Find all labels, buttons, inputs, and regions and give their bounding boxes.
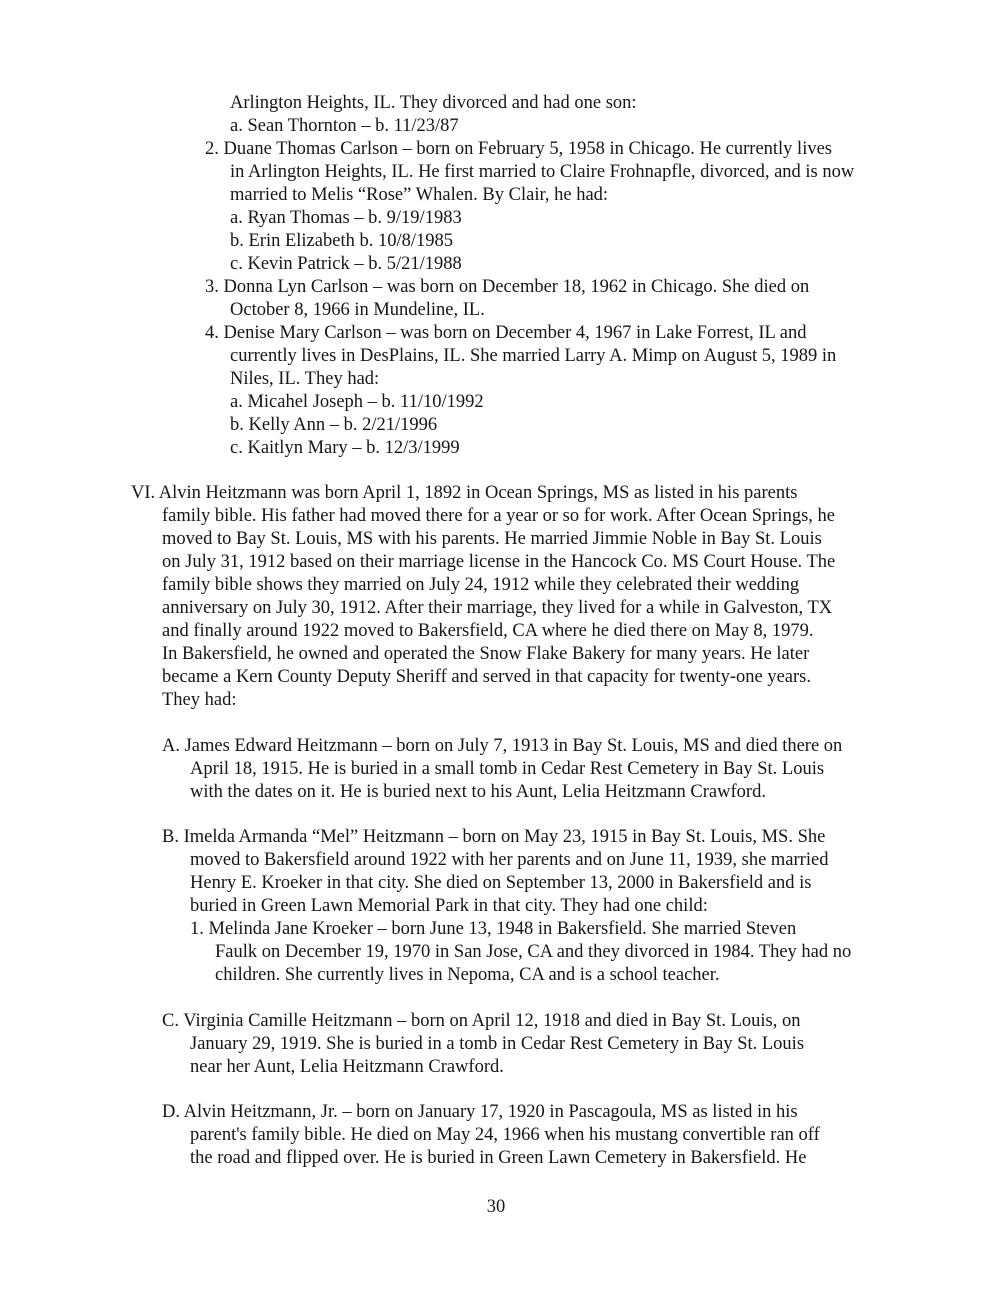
child-a-line-3: with the dates on it. He is buried next to his Aunt, Lelia Heitzmann Crawford. bbox=[190, 782, 766, 802]
child-d-line-3: the road and flipped over. He is buried in Green Lawn Cemetery in Bakersfield. He bbox=[190, 1148, 807, 1168]
section-vi-line-10: They had: bbox=[162, 690, 237, 710]
item-2-line-3: married to Melis “Rose” Whalen. By Clair, he had: bbox=[230, 185, 609, 205]
section-vi-line-6: anniversary on July 30, 1912. After their marriage, they lived for a while in Galveston, TX bbox=[162, 598, 833, 618]
item-2-child-c: c. Kevin Patrick – b. 5/21/1988 bbox=[230, 254, 462, 274]
section-vi-line-3: moved to Bay St. Louis, MS with his parents. He married Jimmie Noble in Bay St. Louis bbox=[162, 529, 822, 549]
grandchild-1-line-3: children. She currently lives in Nepoma, CA and is a school teacher. bbox=[215, 965, 720, 985]
item-4-line-1: 4. Denise Mary Carlson – was born on December 4, 1967 in Lake Forrest, IL and bbox=[205, 323, 807, 343]
grandchild-1-line-1: 1. Melinda Jane Kroeker – born June 13, 1948 in Bakersfield. She married Steven bbox=[190, 919, 797, 939]
item-3-line-2: October 8, 1966 in Mundeline, IL. bbox=[230, 300, 485, 320]
item-2-child-b: b. Erin Elizabeth b. 10/8/1985 bbox=[230, 231, 453, 251]
item-4-child-c: c. Kaitlyn Mary – b. 12/3/1999 bbox=[230, 438, 460, 458]
section-vi-line-9: became a Kern County Deputy Sheriff and served in that capacity for twenty-one years. bbox=[162, 667, 811, 687]
child-c-line-1: C. Virginia Camille Heitzmann – born on April 12, 1918 and died in Bay St. Louis, on bbox=[162, 1011, 801, 1031]
item-2-line-2: in Arlington Heights, IL. He first married to Claire Frohnapfle, divorced, and is now bbox=[230, 162, 855, 182]
item-4-child-a: a. Micahel Joseph – b. 11/10/1992 bbox=[230, 392, 484, 412]
child-b-line-1: B. Imelda Armanda “Mel” Heitzmann – born on May 23, 1915 in Bay St. Louis, MS. She bbox=[162, 827, 826, 847]
child-a-sean: a. Sean Thornton – b. 11/23/87 bbox=[230, 116, 459, 136]
intro-line-1: Arlington Heights, IL. They divorced and had one son: bbox=[230, 93, 637, 113]
section-vi-line-7: and finally around 1922 moved to Bakersfield, CA where he died there on May 8, 1979. bbox=[162, 621, 814, 641]
section-vi-line-4: on July 31, 1912 based on their marriage license in the Hancock Co. MS Court House. The bbox=[162, 552, 836, 572]
item-4-child-b: b. Kelly Ann – b. 2/21/1996 bbox=[230, 415, 438, 435]
child-b-line-3: Henry E. Kroeker in that city. She died on September 13, 2000 in Bakersfield and is bbox=[190, 873, 812, 893]
item-4-line-2: currently lives in DesPlains, IL. She married Larry A. Mimp on August 5, 1989 in bbox=[230, 346, 837, 366]
page-number: 30 bbox=[486, 1197, 506, 1217]
child-b-line-2: moved to Bakersfield around 1922 with her parents and on June 11, 1939, she married bbox=[190, 850, 829, 870]
section-vi-line-5: family bible shows they married on July 24, 1912 while they celebrated their wedding bbox=[162, 575, 800, 595]
child-a-line-2: April 18, 1915. He is buried in a small tomb in Cedar Rest Cemetery in Bay St. Louis bbox=[190, 759, 825, 779]
item-4-line-3: Niles, IL. They had: bbox=[230, 369, 380, 389]
child-b-line-4: buried in Green Lawn Memorial Park in that city. They had one child: bbox=[190, 896, 708, 916]
section-vi-line-1: VI. Alvin Heitzmann was born April 1, 1892 in Ocean Springs, MS as listed in his parents bbox=[131, 483, 798, 503]
section-vi-line-2: family bible. His father had moved there for a year or so for work. After Ocean Springs, he bbox=[162, 506, 835, 526]
section-vi-line-8: In Bakersfield, he owned and operated the Snow Flake Bakery for many years. He later bbox=[162, 644, 810, 664]
item-2-child-a: a. Ryan Thomas – b. 9/19/1983 bbox=[230, 208, 462, 228]
child-c-line-3: near her Aunt, Lelia Heitzmann Crawford. bbox=[190, 1057, 504, 1077]
child-d-line-2: parent's family bible. He died on May 24, 1966 when his mustang convertible ran off bbox=[190, 1125, 820, 1145]
child-c-line-2: January 29, 1919. She is buried in a tomb in Cedar Rest Cemetery in Bay St. Louis bbox=[190, 1034, 805, 1054]
item-2-line-1: 2. Duane Thomas Carlson – born on February 5, 1958 in Chicago. He currently lives bbox=[205, 139, 832, 159]
child-a-line-1: A. James Edward Heitzmann – born on July 7, 1913 in Bay St. Louis, MS and died there on bbox=[162, 736, 843, 756]
item-3-line-1: 3. Donna Lyn Carlson – was born on December 18, 1962 in Chicago. She died on bbox=[205, 277, 810, 297]
grandchild-1-line-2: Faulk on December 19, 1970 in San Jose, CA and they divorced in 1984. They had no bbox=[215, 942, 852, 962]
child-d-line-1: D. Alvin Heitzmann, Jr. – born on January 17, 1920 in Pascagoula, MS as listed in his bbox=[162, 1102, 798, 1122]
